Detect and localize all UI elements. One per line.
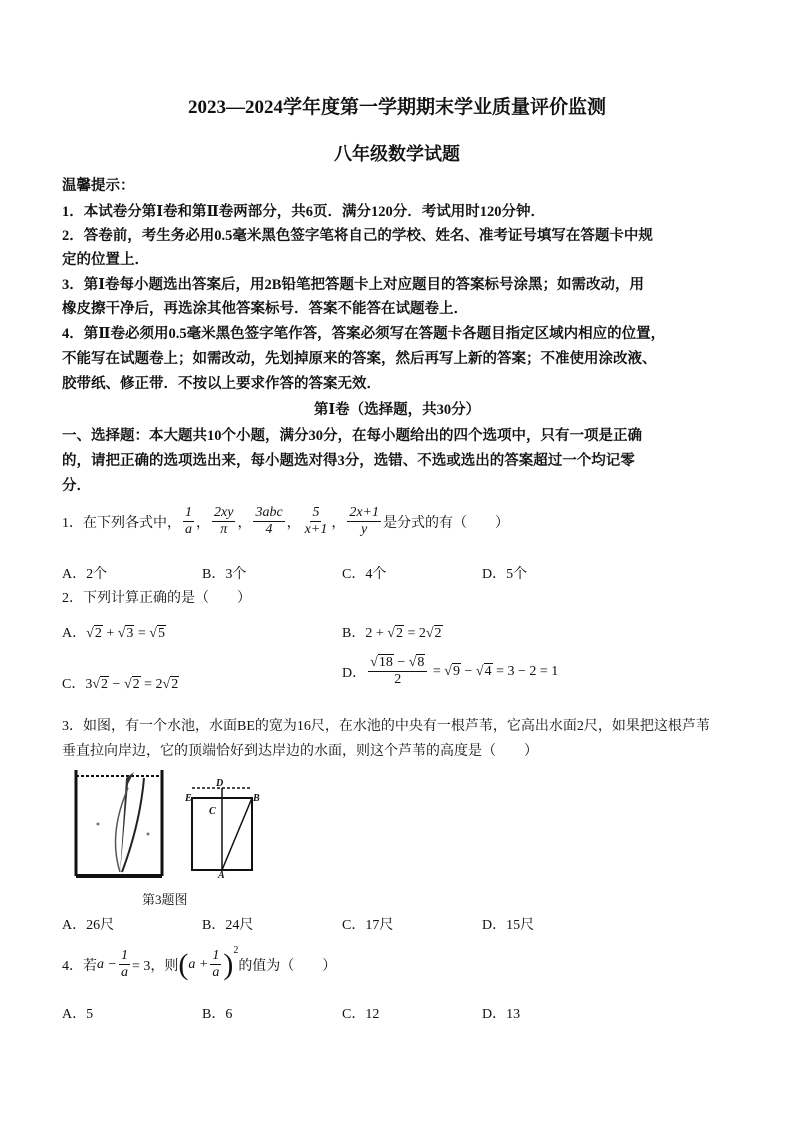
page-title: 2023—2024学年度第一学期期末学业质量评价监测 [187,97,606,118]
tips-line: 定的位置上． [62,252,149,268]
q1-suffix: 是分式的有（ ） [383,515,509,531]
q1-option-a: A．2个 [62,567,108,582]
page-subtitle: 八年级数学试题 [334,144,460,164]
q3-option-c: C．17尺 [342,918,394,933]
q1-fraction: $\frac{2xy}{\pi}$ [214,505,234,538]
q1-prefix: 1．在下列各式中， [62,515,181,531]
q2-option-c: C．3√2 − √2 = 2√2 [62,677,179,692]
section-intro: 一、选择题：本大题共10个小题，满分30分，在每小题给出的四个选项中，只有一项是正确 [62,428,642,444]
q4-option-b: B．6 [202,1007,233,1022]
q4-exponent: 2 [233,945,239,957]
q1-option-b: B．3个 [202,567,247,582]
point-label-c: C [209,806,216,817]
tips-line: 4．第Ⅱ卷必须用0.5毫米黑色签字笔作答，答案必须写在答题卡各题目指定区域内相应的位置， [62,326,666,342]
tips-line: 2．答卷前，考生务必用0.5毫米黑色签字笔将自己的学校、姓名、准考证号填写在答题卡中规 [62,228,653,244]
tips-line: 胶带纸、修正带．不按以上要求作答的答案无效． [62,376,381,392]
q3-option-a: A．26尺 [62,918,115,933]
q4-option-c: C．12 [342,1007,380,1022]
point-label-a: A [218,870,225,881]
tips-line: 1．本试卷分第Ⅰ卷和第Ⅱ卷两部分，共6页．满分120分．考试用时120分钟． [62,204,546,220]
q1-fraction: $\frac{\text{3abc}}{4}$ [255,505,283,538]
q3-option-d: D．15尺 [482,918,535,933]
q1-option-d: D．5个 [482,567,528,582]
question-3-line: 垂直拉向岸边，它的顶端恰好到达岸边的水面，则这个芦苇的高度是（ ） [62,744,538,759]
q1-option-c: C．4个 [342,567,387,582]
q4-fraction: $\frac{1}{a}$ [120,948,128,981]
q4-option-d: D．13 [482,1007,521,1022]
q2-option-b: B．2 + √2 = 2√2 [342,626,442,641]
question-3-line: 3．如图，有一个水池，水面BE的宽为16尺，在水池的中央有一根芦苇，它高出水面2尺，如果把这根芦苇 [62,719,710,734]
pond-photo-figure [68,764,170,882]
q2-option-d: D． $\frac{√18 - √8}{2}$ = √9 − √4 = 3 − 2 = 1 [342,655,559,688]
point-label-e: E [185,793,192,804]
point-label-d: D [216,778,224,789]
q3-option-b: B．24尺 [202,918,254,933]
q4-option-a: A．5 [62,1007,94,1022]
q1-fraction: $\frac{1}{a}$ [185,505,192,538]
point-label-b: B [253,793,260,804]
tips-line: 不能写在试题卷上；如需改动，先划掉原来的答案，然后再写上新的答案；不准使用涂改液、 [62,351,657,367]
q1-fraction: $\frac{2x+1}{y}$ [349,505,379,538]
section-heading: 第Ⅰ卷（选择题，共30分） [313,402,481,418]
figure-caption: 第3题图 [142,892,188,907]
tips-heading: 温馨提示： [62,178,135,194]
question-2: 2．下列计算正确的是（ ） [62,591,251,606]
q4-fraction: $\frac{1}{a}$ [212,948,220,981]
q2-option-a: A．√2 + √3 = √5 [62,626,165,641]
section-intro: 分． [62,478,91,494]
question-1: 1．在下列各式中， $\frac{1}{a}$ ， $\frac{2xy}{\pi}$ ， $\frac{\text{3abc}}{4}$ ， $\frac{5}{x+1}$ ， $\frac{2x+1}{y}$ 是分式的有（ ） [62,505,509,538]
tips-line: 橡皮擦干净后，再选涂其他答案标号．答案不能答在试题卷上． [62,301,468,317]
q2d-fraction: $\frac{√18 - √8}{2}$ [368,655,427,688]
section-intro: 的，请把正确的选项选出来，每小题选对得3分，选错、不选或选出的答案超过一个均记零 [62,453,635,469]
q1-fraction: $\frac{5}{x+1}$ [304,505,328,538]
question-4: 4．若 a − $\frac{1}{a}$ = 3，则 ( a + $\frac{1}{a}$ ) 2 的值为（ ） [62,945,337,981]
tips-line: 3．第Ⅰ卷每小题选出答案后，用2B铅笔把答题卡上对应题目的答案标号涂黑；如需改动，用 [62,277,644,293]
